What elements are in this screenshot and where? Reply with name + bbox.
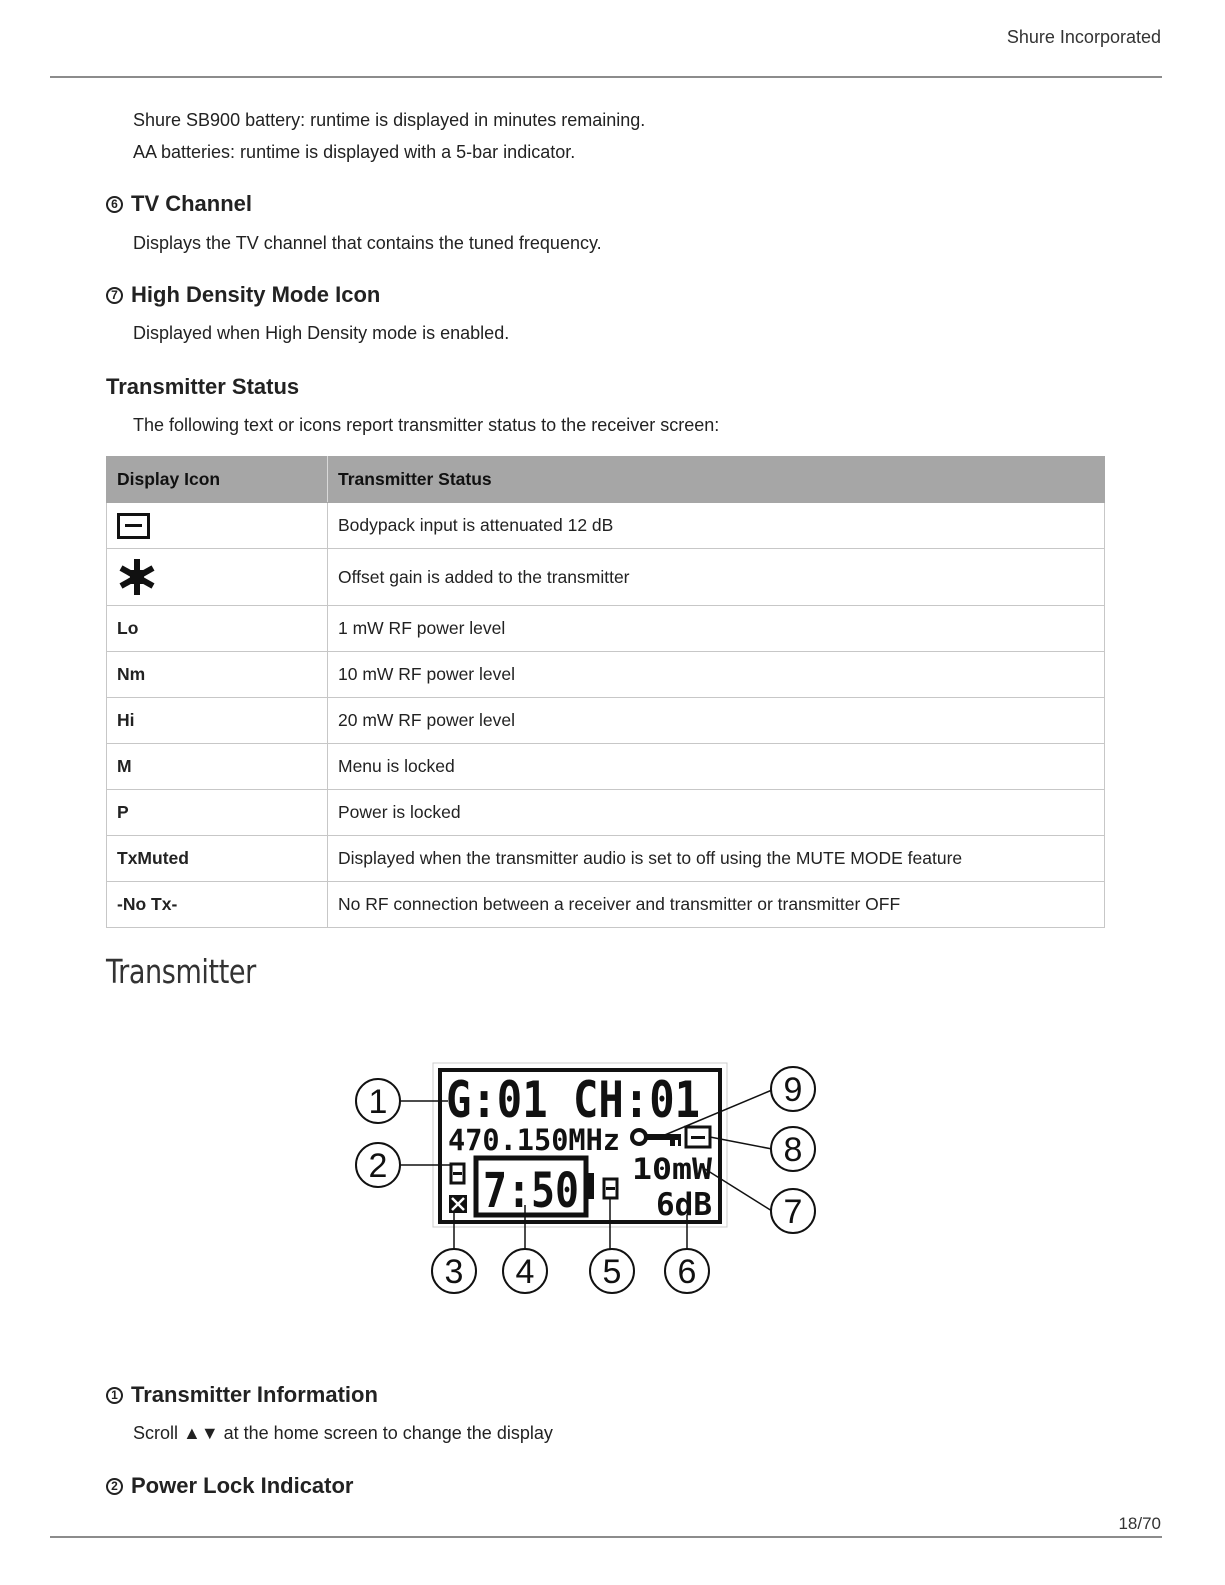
column-header-transmitter-status: Transmitter Status xyxy=(328,457,1105,503)
table-cell-status: No RF connection between a receiver and transmitter or transmitter OFF xyxy=(328,882,1105,928)
mute-icon xyxy=(449,1195,467,1213)
header-company: Shure Incorporated xyxy=(1006,27,1161,47)
tv-channel-title: TV Channel xyxy=(131,191,253,216)
table-cell-icon xyxy=(107,503,328,549)
table-cell-display: Lo xyxy=(107,606,328,652)
attenuation-icon xyxy=(117,513,150,539)
svg-text:9: 9 xyxy=(783,1071,803,1109)
svg-text:1: 1 xyxy=(368,1083,388,1121)
tv-channel-body: Displays the TV channel that contains the tuned frequency. xyxy=(133,233,602,253)
tv-channel-heading xyxy=(106,191,252,217)
lcd-frequency: 470.150MHz xyxy=(448,1123,620,1157)
svg-text:3: 3 xyxy=(444,1253,464,1291)
number-circle: 1 xyxy=(106,1387,123,1404)
table-row xyxy=(107,606,1105,652)
number-circle: 2 xyxy=(106,1478,123,1495)
transmitter-lcd-diagram xyxy=(340,1055,840,1305)
transmitter-status-table xyxy=(106,456,1105,928)
table-row xyxy=(107,882,1105,928)
header-rule xyxy=(50,76,1162,78)
callout-6 xyxy=(665,1249,709,1293)
table-cell-display: TxMuted xyxy=(107,836,328,882)
table-cell-icon xyxy=(107,549,328,606)
transmitter-status-intro: The following text or icons report transmitter status to the receiver screen: xyxy=(133,415,720,435)
table-row xyxy=(107,503,1105,549)
power-lock-title: Power Lock Indicator xyxy=(131,1473,354,1498)
lcd-group-channel: G:01 CH:01 xyxy=(446,1071,700,1129)
page-number: 18/70 xyxy=(1118,1514,1161,1533)
svg-text:4: 4 xyxy=(515,1253,535,1291)
high-density-body: Displayed when High Density mode is enabled. xyxy=(133,323,510,343)
lcd-gain: 6dB xyxy=(656,1187,712,1223)
svg-text:7: 7 xyxy=(783,1193,803,1231)
table-cell-status: 10 mW RF power level xyxy=(328,652,1105,698)
callout-5 xyxy=(590,1249,634,1293)
callout-9 xyxy=(771,1067,815,1111)
callout-3 xyxy=(432,1249,476,1293)
high-density-heading xyxy=(106,282,380,308)
svg-text:8: 8 xyxy=(783,1131,803,1169)
table-cell-status: Offset gain is added to the transmitter xyxy=(328,549,1105,606)
power-lock-heading xyxy=(106,1473,354,1499)
intro-line-1: Shure SB900 battery: runtime is displayed in minutes remaining. xyxy=(133,110,646,130)
svg-text:2: 2 xyxy=(368,1147,388,1185)
footer-rule xyxy=(50,1536,1162,1538)
table-cell-status: Menu is locked xyxy=(328,744,1105,790)
table-cell-display: P xyxy=(107,790,328,836)
table-row xyxy=(107,744,1105,790)
offset-gain-icon xyxy=(117,557,157,597)
table-cell-status: 20 mW RF power level xyxy=(328,698,1105,744)
svg-text:5: 5 xyxy=(602,1253,622,1291)
number-circle: 6 xyxy=(106,196,123,213)
table-cell-display: M xyxy=(107,744,328,790)
table-cell-display: Hi xyxy=(107,698,328,744)
table-cell-display: -No Tx- xyxy=(107,882,328,928)
lcd-battery-runtime: 7:50 xyxy=(483,1163,579,1219)
number-circle: 7 xyxy=(106,287,123,304)
table-cell-status: Power is locked xyxy=(328,790,1105,836)
table-row xyxy=(107,698,1105,744)
table-header-row xyxy=(107,457,1105,503)
lcd-rf-power: 10mW xyxy=(632,1152,713,1186)
table-cell-display: Nm xyxy=(107,652,328,698)
table-cell-status: Bodypack input is attenuated 12 dB xyxy=(328,503,1105,549)
transmitter-status-heading: Transmitter Status xyxy=(106,374,300,399)
callout-4 xyxy=(503,1249,547,1293)
callout-7 xyxy=(771,1189,815,1233)
svg-text:6: 6 xyxy=(677,1253,697,1291)
callout-1 xyxy=(356,1079,400,1123)
table-row xyxy=(107,652,1105,698)
transmitter-section-title: Transmitter xyxy=(106,952,256,991)
table-row xyxy=(107,790,1105,836)
transmitter-info-title: Transmitter Information xyxy=(131,1382,378,1407)
table-cell-status: 1 mW RF power level xyxy=(328,606,1105,652)
callout-2 xyxy=(356,1143,400,1187)
transmitter-info-heading xyxy=(106,1382,378,1408)
transmitter-info-body: Scroll ▲▼ at the home screen to change the display xyxy=(133,1423,553,1443)
intro-line-2: AA batteries: runtime is displayed with a 5-bar indicator. xyxy=(133,142,576,162)
table-row xyxy=(107,549,1105,606)
column-header-display-icon: Display Icon xyxy=(107,457,328,503)
table-cell-status: Displayed when the transmitter audio is set to off using the MUTE MODE feature xyxy=(328,836,1105,882)
high-density-title: High Density Mode Icon xyxy=(131,282,381,307)
table-row xyxy=(107,836,1105,882)
callout-8 xyxy=(771,1127,815,1171)
